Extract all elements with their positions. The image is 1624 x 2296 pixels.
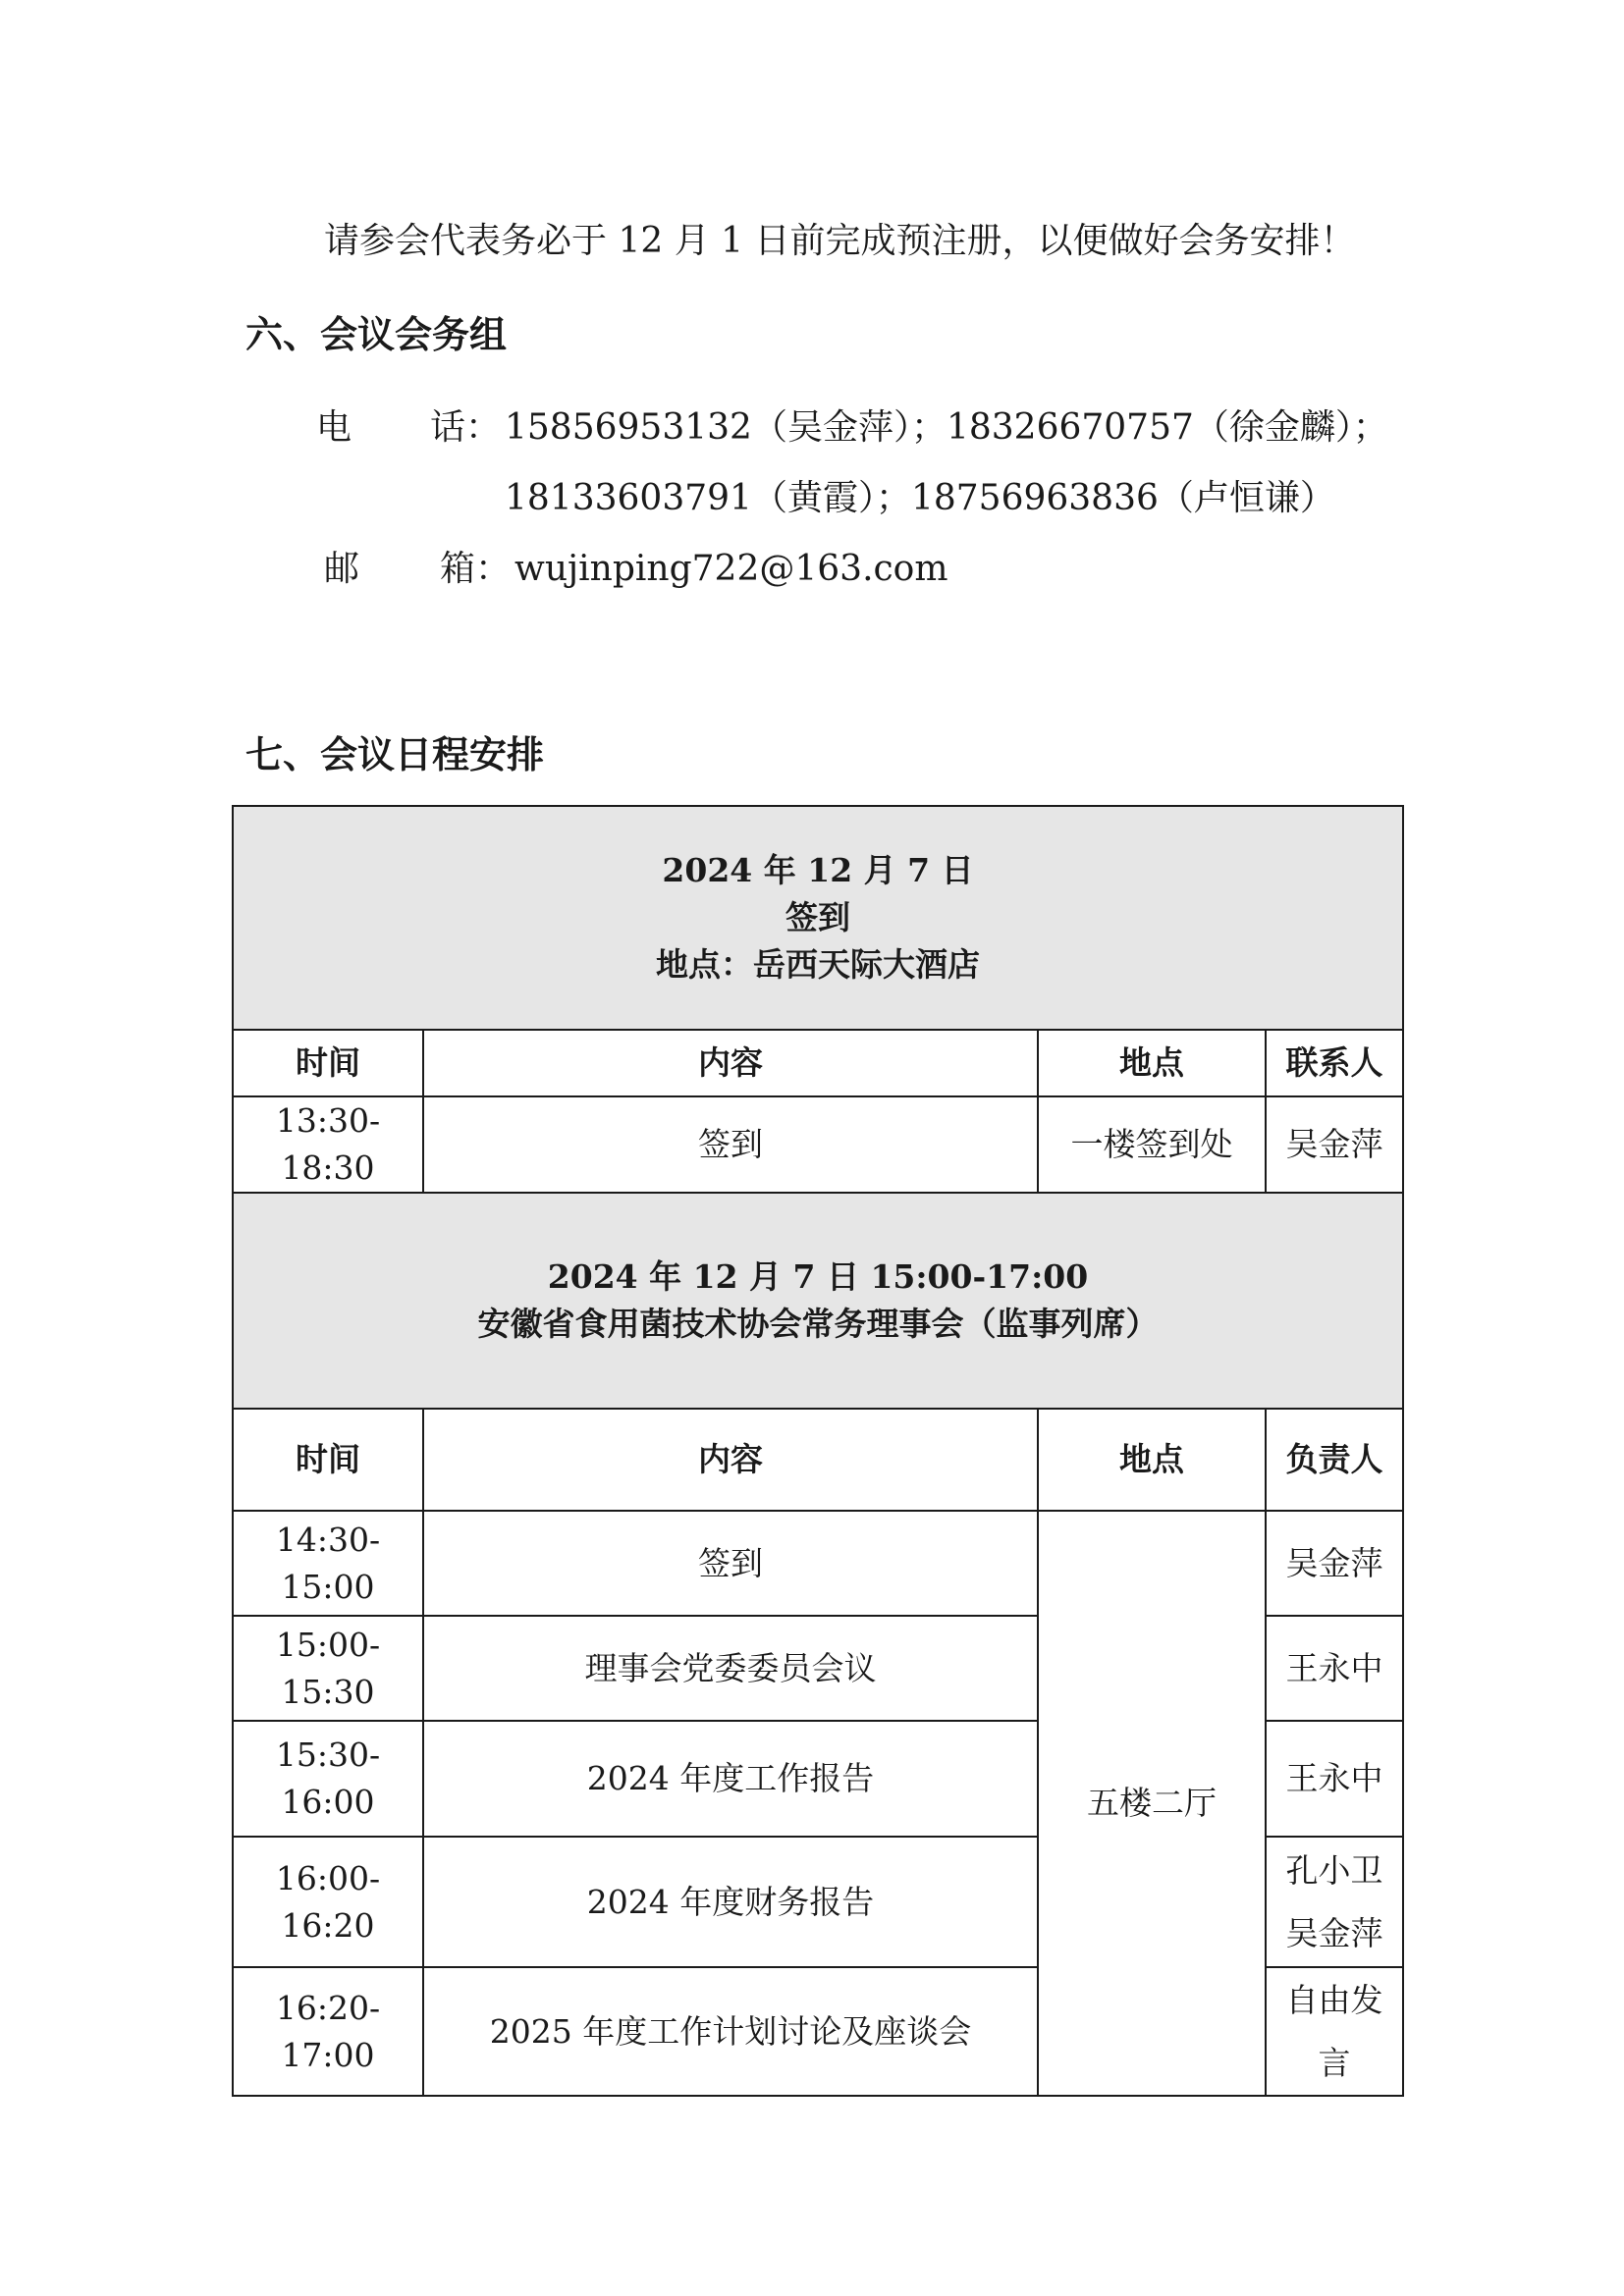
section-heading-meeting-affairs: 六、会议会务组 bbox=[245, 313, 508, 356]
row-time: 14:30-15:00 bbox=[233, 1511, 423, 1616]
row-time: 16:20-17:00 bbox=[233, 1967, 423, 2096]
header-contact: 联系人 bbox=[1266, 1030, 1403, 1096]
row-person: 王永中 bbox=[1266, 1721, 1403, 1837]
header-place: 地点 bbox=[1038, 1030, 1266, 1096]
block1-place: 地点：岳西天际大酒店 bbox=[656, 945, 980, 984]
row-time: 13:30-18:30 bbox=[233, 1096, 423, 1193]
row-content: 2025 年度工作计划讨论及座谈会 bbox=[423, 1967, 1038, 2096]
row-content: 2024 年度财务报告 bbox=[423, 1837, 1038, 1967]
schedule-table bbox=[232, 805, 1404, 2097]
row-person bbox=[1266, 1837, 1403, 1967]
email-address: wujinping722@163.com bbox=[514, 549, 948, 589]
email-label-char-1: 邮 bbox=[324, 549, 360, 589]
header-time: 时间 bbox=[233, 1030, 423, 1096]
section-heading-schedule: 七、会议日程安排 bbox=[245, 733, 545, 776]
block1-header-row bbox=[233, 1030, 1403, 1096]
row-person: 吴金萍 bbox=[1266, 1096, 1403, 1193]
merged-place-cell: 五楼二厅 bbox=[1038, 1511, 1266, 2096]
phone-numbers-line-1: 15856953132（吴金萍）；18326670757（徐金麟）； bbox=[505, 407, 1388, 448]
row-content: 签到 bbox=[423, 1096, 1038, 1193]
row-person bbox=[1266, 1967, 1403, 2096]
row-time: 15:00-15:30 bbox=[233, 1616, 423, 1721]
header-responsible: 负责人 bbox=[1266, 1409, 1403, 1511]
row-time: 15:30-16:00 bbox=[233, 1721, 423, 1837]
block2-header-row bbox=[233, 1409, 1403, 1511]
row-place: 一楼签到处 bbox=[1038, 1096, 1266, 1193]
row-person-line-1: 自由发 bbox=[1285, 1980, 1383, 2019]
schedule-block1-banner bbox=[233, 806, 1403, 1030]
block1-banner-cell bbox=[233, 806, 1403, 1030]
block2-title: 安徽省食用菌技术协会常务理事会（监事列席） bbox=[477, 1305, 1159, 1343]
block2-banner-cell bbox=[233, 1193, 1403, 1409]
header-content: 内容 bbox=[423, 1409, 1038, 1511]
row-person: 吴金萍 bbox=[1266, 1511, 1403, 1616]
row-person-line-2: 言 bbox=[1318, 2043, 1351, 2082]
email-label-char-2: 箱： bbox=[440, 549, 512, 589]
row-person-line-2: 吴金萍 bbox=[1285, 1913, 1383, 1952]
header-content: 内容 bbox=[423, 1030, 1038, 1096]
registration-notice: 请参会代表务必于 12 月 1 日前完成预注册，以便做好会务安排！ bbox=[324, 221, 1356, 261]
block1-title: 签到 bbox=[785, 898, 850, 936]
row-person-line-1: 孔小卫 bbox=[1285, 1850, 1383, 1890]
row-content: 理事会党委委员会议 bbox=[423, 1616, 1038, 1721]
row-content: 签到 bbox=[423, 1511, 1038, 1616]
table-row bbox=[233, 1511, 1403, 1616]
phone-label-char-1: 电 bbox=[316, 407, 352, 448]
row-time: 16:00-16:20 bbox=[233, 1837, 423, 1967]
row-content: 2024 年度工作报告 bbox=[423, 1721, 1038, 1837]
block1-date: 2024 年 12 月 7 日 bbox=[662, 851, 974, 889]
table-row bbox=[233, 1096, 1403, 1193]
row-person: 王永中 bbox=[1266, 1616, 1403, 1721]
schedule-block2-banner bbox=[233, 1193, 1403, 1409]
phone-label-char-2: 话： bbox=[430, 407, 502, 448]
header-time: 时间 bbox=[233, 1409, 423, 1511]
header-place: 地点 bbox=[1038, 1409, 1266, 1511]
block2-date: 2024 年 12 月 7 日 15:00-17:00 bbox=[547, 1257, 1089, 1296]
phone-numbers-line-2: 18133603791（黄霞）；18756963836（卢恒谦） bbox=[505, 478, 1335, 518]
